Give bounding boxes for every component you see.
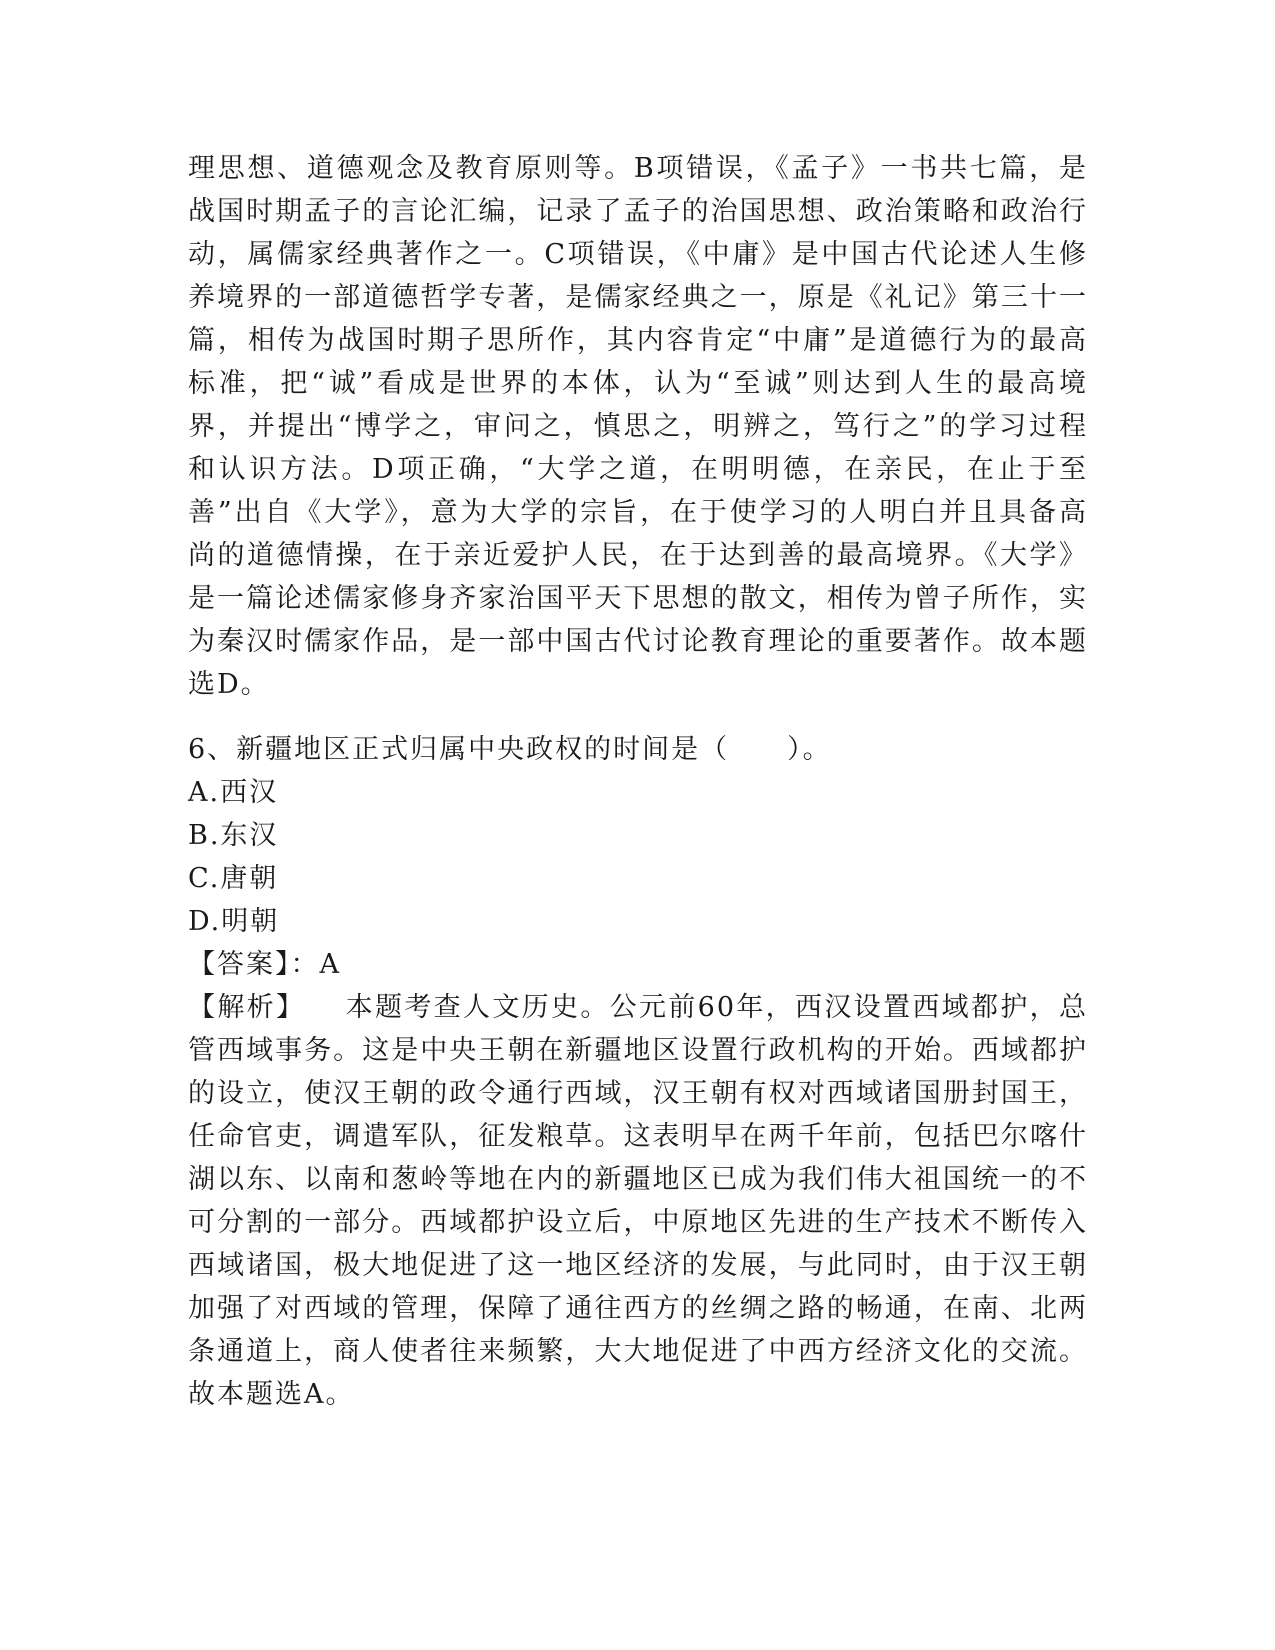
previous-explanation: 理思想、道德观念及教育原则等。B项错误，《孟子》一书共七篇，是战国时期孟子的言论汇编，记录了孟子的治国思想、政治策略和政治行动，属儒家经典著作之一。C项错误，《中庸》是中国古代论述人生修养境界的一部道德哲学专著，是儒家经典之一，原是《礼记》第三十一篇，相传为战国时期子思所作，其内容肯定“中庸”是道德行为的最高标准，把“诚”看成是世界的本体，认为“至诚”则达到人生的最高境界，并提出“博学之，审问之，慎思之，明辨之，笃行之”的学习过程和认识方法。D项正确，“大学之道，在明明德，在亲民，在止于至善”出自《大学》，意为大学的宗旨，在于使学习的人明白并且具备高尚的道德情操，在于亲近爱护人民，在于达到善的最高境界。《大学》是一篇论述儒家修身齐家治国平天下思想的散文，相传为曾子所作，实为秦汉时儒家作品，是一部中国古代讨论教育理论的重要著作。故本题选D。	[188, 153, 1088, 700]
answer-label: 【答案】：	[188, 949, 320, 980]
document-page	[188, 147, 1088, 1416]
option-b: B.东汉	[188, 820, 279, 851]
option-c: C.唐朝	[188, 863, 279, 894]
analysis-label: 【解析】	[188, 992, 306, 1023]
answer-line	[188, 943, 1088, 986]
option-d: D.明朝	[188, 906, 280, 937]
analysis-text: 本题考查人文历史。公元前60年，西汉设置西域都护，总管西域事务。这是中央王朝在新疆地区设置行政机构的开始。西域都护的设立，使汉王朝的政令通行西域，汉王朝有权对西域诸国册封国王，任命官吏，调遣军队，征发粮草。这表明早在两千年前，包括巴尔喀什湖以东、以南和葱岭等地在内的新疆地区已成为我们伟大祖国统一的不可分割的一部分。西域都护设立后，中原地区先进的生产技术不断传入西域诸国，极大地促进了这一地区经济的发展，与此同时，由于汉王朝加强了对西域的管理，保障了通往西方的丝绸之路的畅通，在南、北两条通道上，商人使者往来频繁，大大地促进了中西方经济文化的交流。故本题选A。	[188, 992, 1089, 1410]
option-a: A.西汉	[188, 777, 279, 808]
answer-value: A	[319, 949, 341, 980]
question-stem: 6、新疆地区正式归属中央政权的时间是（ ）。	[188, 734, 832, 765]
analysis-paragraph	[188, 986, 1088, 1416]
